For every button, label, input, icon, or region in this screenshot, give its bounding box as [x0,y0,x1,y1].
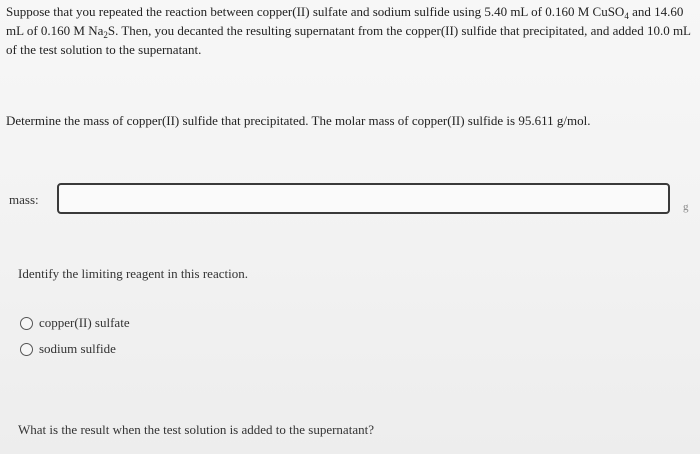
option-label: sodium sulfide [39,341,116,356]
problem-text-3: S. Then, you decanted the resulting supernatant from the copper(II) sulfide that precipitated, and added 10.0 mL of the test solution to the supernatant. [6,23,691,57]
limiting-reagent-question: Identify the limiting reagent in this reaction. [18,266,248,281]
radio-button[interactable] [20,343,33,356]
option-copper-sulfate[interactable] [20,315,130,331]
problem-sub-1: 4 [624,11,629,21]
problem-statement [6,2,694,59]
problem-sub-2: 2 [103,30,108,40]
result-question: What is the result when the test solution is added to the supernatant? [18,422,374,437]
option-sodium-sulfide[interactable] [20,341,116,357]
mass-unit: g [683,201,689,213]
option-label: copper(II) sulfate [39,315,130,330]
mass-input[interactable] [57,183,670,214]
problem-text-2: and 14.60 mL of 0.160 M Na [6,4,684,38]
mass-question: Determine the mass of copper(II) sulfide that precipitated. The molar mass of copper(II) sulfide is 95.611 g/mol. [6,113,591,128]
problem-text-1: Suppose that you repeated the reaction between copper(II) sulfate and sodium sulfide using 5.40 mL of 0.160 M CuSO [6,4,625,19]
mass-label: mass: [9,192,39,207]
radio-button[interactable] [20,317,33,330]
